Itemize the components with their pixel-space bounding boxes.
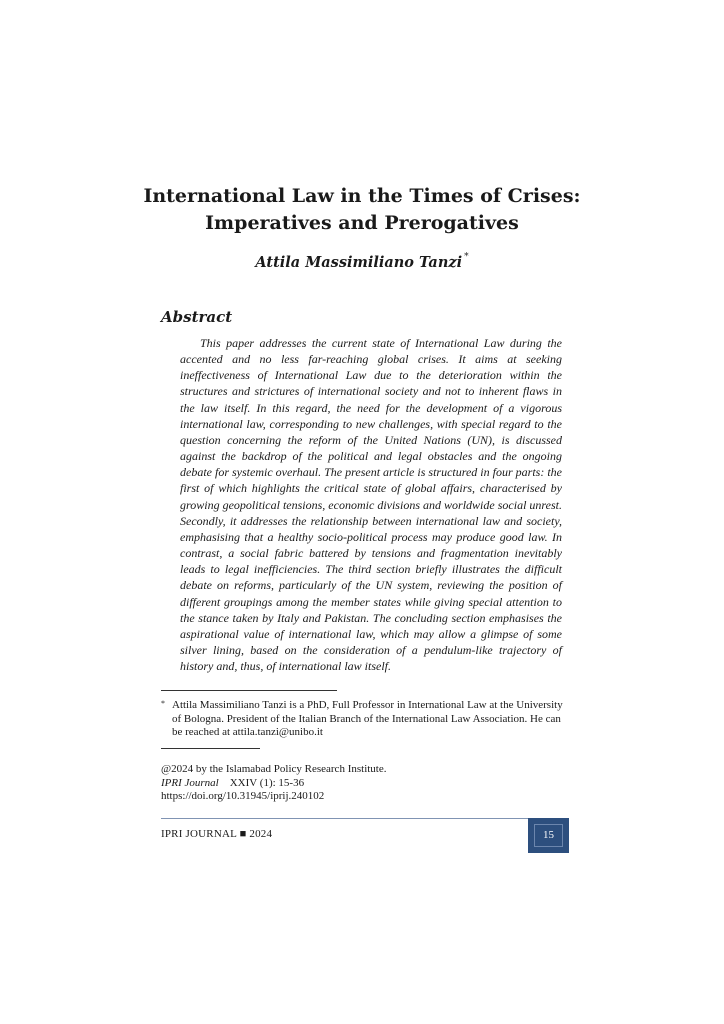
journal-name: IPRI Journal xyxy=(161,776,219,789)
doi-link[interactable]: https://doi.org/10.31945/iprij.240102 xyxy=(161,790,325,802)
copyright-line: @2024 by the Islamabad Policy Research Institute. xyxy=(161,763,387,775)
author-footnote-marker: * xyxy=(464,252,469,262)
article-title-line-1: International Law in the Times of Crises: xyxy=(143,185,581,207)
footnote-text: Attila Massimiliano Tanzi is a PhD, Full Professor in International Law at the University of Bologna. President of the Italian Branch of the International Law Association. He can be reached at attila.tanzi@unibo.it xyxy=(172,699,563,738)
footnote-marker: * xyxy=(161,699,165,708)
journal-citation xyxy=(161,777,387,791)
author-footnote xyxy=(161,699,567,740)
journal-volume: XXIV (1): 15-36 xyxy=(229,776,305,789)
abstract-text: This paper addresses the current state of International Law during the accented and no less far-reaching global crises. It aims at seeking ineffectiveness of International Law due to the deterioration within the structures and strictures of international society and not to inherent flaws in the law itself. In this regard, the need for the development of a vigorous international law, corresponding to new challenges, with special regard to the question concerning the reform of the United Nations (UN), is discussed against the backdrop of the political and legal obstacles and the ongoing debate for systemic overhaul. The present article is structured in four parts: the first of which highlights the critical state of global affairs, characterised by growing geopolitical tensions, economic divisions and worldwide social unrest. Secondly, it addresses the relationship between international law and society, emphasising that a healthy socio-political process may produce good law. In contrast, a social fabric battered by tensions and fragmentation inevitably leads to legal inefficiencies. The third section briefly illustrates the difficult debate on reforms, particularly of the UN system, reviewing the position of different groupings among the member states while giving special attention to the stance taken by Italy and Pakistan. The concluding section emphasises the aspirational value of international law, which may allow a glimpse of some silver lining, based on the consideration of a pendulum-like trajectory of history and, thus, of international law itself. xyxy=(180,336,562,674)
article-title xyxy=(100,183,624,237)
author-name: Attila Massimiliano Tanzi xyxy=(255,253,463,271)
author-line xyxy=(100,249,624,273)
page-number-box xyxy=(528,818,569,853)
publication-info xyxy=(161,763,387,804)
footer-rule xyxy=(161,818,569,819)
publication-separator xyxy=(161,748,260,749)
page-number: 15 xyxy=(534,824,563,847)
footnote-separator xyxy=(161,690,337,691)
running-footer: IPRI JOURNAL ■ 2024 xyxy=(161,828,273,840)
article-title-line-2: Imperatives and Prerogatives xyxy=(205,212,519,234)
abstract-heading: Abstract xyxy=(161,308,233,326)
